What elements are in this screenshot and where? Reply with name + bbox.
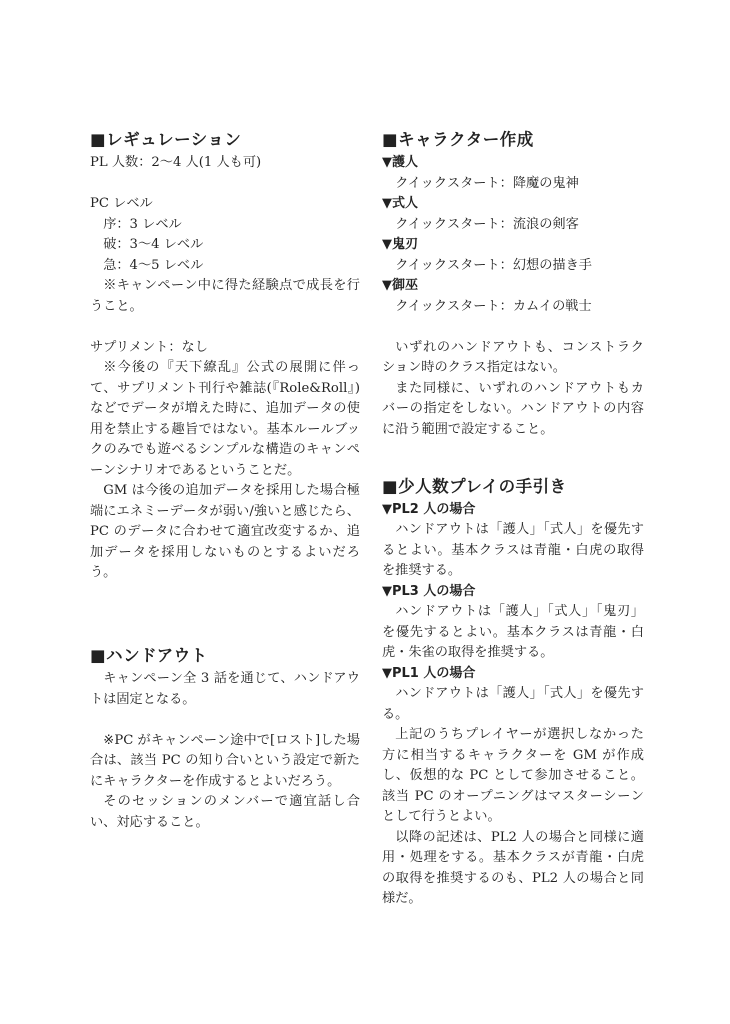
pl3-label: ▼PL3 人の場合	[382, 583, 476, 599]
left-column	[90, 128, 360, 833]
creation-p2: また同様に、いずれのハンドアウトもカバーの指定をしない。ハンドアウトの内容に沿う範囲で設定すること。	[382, 380, 644, 437]
pl1-label: ▼PL1 人の場合	[382, 665, 476, 681]
supplement-note: ※今後の『天下繚乱』公式の展開に伴って、サプリメント刊行や雑誌(『Role&Roll』)などでデータが増えた時に、追加データの使用を禁止する趣旨ではない。基本ルールブックのみでも遊べるシンプルな構造のキャンペーンシナリオであるということだ。	[90, 360, 360, 478]
gm-note: GM は今後の追加データを採用した場合極端にエネミーデータが弱い/強いと感じたら、PC のデータに合わせて適宜改変するか、追加データを採用しないものとするよいだろう。	[90, 483, 360, 580]
class-mamoribito-text: クイックスタート：降魔の鬼神	[395, 175, 579, 191]
pl3-text: ハンドアウトは「護人」「式人」「鬼刃」を優先するとよい。基本クラスは青龍・白虎・朱雀の取得を推奨する。	[382, 604, 644, 660]
level-jo: 序：3 レベル	[103, 216, 182, 232]
pl2-text: ハンドアウトは「護人」「式人」を優先するとよい。基本クラスは青龍・白虎の取得を推奨する。	[382, 522, 644, 578]
class-mikannagi-text: クイックスタート：カムイの戦士	[395, 298, 592, 314]
guide-heading: ■少人数プレイの手引き	[382, 476, 567, 496]
right-column	[382, 128, 644, 910]
handout-heading: ■ハンドアウト	[90, 646, 208, 665]
class-kijin-label: ▼鬼刃	[382, 237, 418, 252]
creation-heading: ■キャラクター作成	[382, 130, 534, 149]
pl1-text: ハンドアウトは「護人」「式人」を優先する。	[382, 686, 644, 722]
creation-p1: いずれのハンドアウトも、コンストラクション時のクラス指定はない。	[382, 339, 644, 375]
supplement: サプリメント：なし	[90, 339, 208, 355]
handout-p1: キャンペーン全 3 話を通じて、ハンドアウトは固定となる。	[90, 671, 360, 707]
handout-p3: そのセッションのメンバーで適宜話し合い、対応すること。	[90, 794, 360, 830]
pl2-label: ▼PL2 人の場合	[382, 501, 476, 517]
pc-level-label: PC レベル	[90, 196, 153, 211]
class-kijin-text: クイックスタート：幻想の描き手	[395, 257, 592, 273]
level-ha: 破：3〜4 レベル	[103, 237, 204, 252]
regulation-heading: ■レギュレーション	[90, 130, 242, 149]
pl1-p3: 以降の記述は、PL2 人の場合と同様に適用・処理をする。基本クラスが青龍・白虎の取得を推奨するのも、PL2 人の場合と同様だ。	[382, 829, 644, 906]
class-shikijin-label: ▼式人	[382, 196, 418, 211]
player-count: PL 人数：2〜4 人(1 人も可)	[90, 155, 262, 170]
handout-p2: ※PC がキャンペーン途中で[ロスト]した場合は、該当 PC の知り合いという設定で新たにキャラクターを作成するとよいだろう。	[90, 732, 360, 789]
class-mamoribito-label: ▼護人	[382, 155, 418, 170]
exp-note: ※キャンペーン中に得た経験点で成長を行うこと。	[90, 278, 360, 314]
level-kyu: 急：4〜5 レベル	[103, 257, 204, 273]
pl1-p2: 上記のうちプレイヤーが選択しなかった方に相当するキャラクターを GM が作成し、仮想的な PC として参加させること。該当 PC のオープニングはマスターシーンとして行うとよい。	[382, 727, 644, 824]
class-shikijin-text: クイックスタート：流浪の剣客	[395, 216, 579, 232]
class-mikannagi-label: ▼御巫	[382, 278, 418, 293]
